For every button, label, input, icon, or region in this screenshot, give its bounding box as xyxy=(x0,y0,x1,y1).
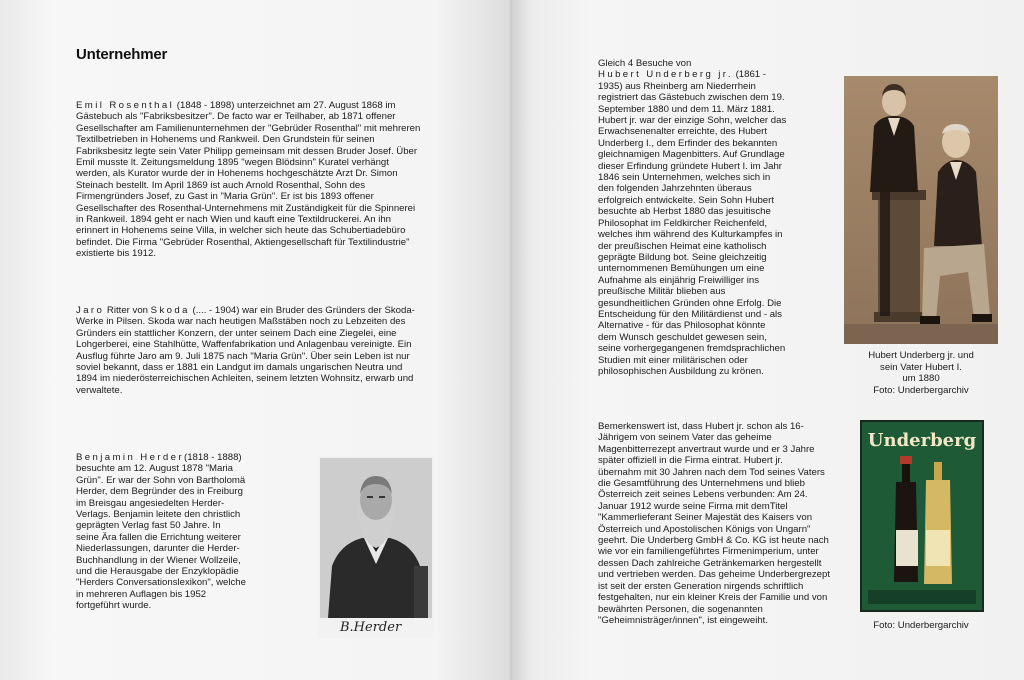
skoda-name: Jaro xyxy=(76,305,105,316)
herder-paragraph: Benjamin Herder(1818 - 1888) besuchte am 12. August 1878 "Maria Grün". Er war der Sohn von Bartholomä Herder, dem Begründer des in Freiburg im Breisgau angesiedelten Herder- Verlags. Benjamin leitete den christlich geprägten Verlag fast 50 Jahre. In seine Ära fallen die Errichtung weiterer Niederlassungen, darunter die Herder- Buchhandlung in der Wiener Wollzeile, und die Herausgabe der Enzyklopädie "Herders Conversationslexikon", welche in mehreren Auflagen bis 1952 fortgeführt wurde. xyxy=(76,452,246,612)
underberg-remark-paragraph: Bemerkenswert ist, dass Hubert jr. schon als 16- Jährigem von seinem Vater das geheime Magenbitterrezept anvertraut wurde und er 3 Jahre später offiziell in die Firma eintrat. Hubert jr. übernahm mit 30 Jahren nach dem Tod seines Vaters die Gesamtführung des Unternehmens und blieb Österreich zeit seines Lebens verbunden: Am 24. Januar 1912 wurde seine Firma mit demTitel "Kammerlieferant Seiner Majestät des Kaisers von Österreich und Apostolischen Königs von Ungarn" geehrt. Die Underberg GmbH & Co. KG ist heute nach wie vor ein familiengeführtes Firmenimperium, unter dessen Dach zahlreiche Getränkemarken hergestellt und vertrieben werden. Das geheime Underbergrezept ist seit der ersten Generation nirgends schriftlich festgehalten, nur ein kleiner Kreis der Familie und von bewährten Personen, die sogenannten "Geheimnisträger/innen", ist eingeweiht. xyxy=(598,421,830,626)
herder-portrait-photo xyxy=(318,456,434,638)
page-title: Unternehmer xyxy=(76,46,168,63)
underberg-name: Hubert Underberg jr. xyxy=(598,69,733,81)
underberg-poster xyxy=(860,420,984,612)
herder-name: Benjamin Herder xyxy=(76,452,184,463)
poster-caption: Foto: Underbergarchiv xyxy=(873,620,969,631)
skoda-paragraph: Jaro Ritter von Skoda (.... - 1904) war ein Bruder des Gründers der Skoda- Werke in Pilsen. Skoda war nach heutigen Maßstäben noch zu Lebzeiten des Gründers ein stattlicher Konzern, der unter seinem Dach eine Ziegelei, eine Lohgerberei, eine Stahlhütte, Waffenfabrikation und Anlagenbau vereinigte. Ein Ausflug führte Jaro am 9. Juli 1875 nach "Maria Grün". Über sein Leben ist nur soviel bekannt, dass er 1881 ein Landgut im damals ungarischen Neutra und 1894 im niederösterreichischen Achleiten, seinem letzten Wohnsitz, erwarb und verwaltete. xyxy=(76,305,415,396)
rosenthal-name: Emil Rosenthal xyxy=(76,100,175,111)
underberg-photo-caption: Hubert Underberg jr. und sein Vater Hubert I. um 1880 Foto: Underbergarchiv xyxy=(868,350,974,396)
herder-signature: B.Herder xyxy=(340,620,402,635)
underberg-family-photo xyxy=(844,76,998,344)
right-page xyxy=(512,0,1024,680)
poster-title: Underberg xyxy=(867,430,977,451)
rosenthal-paragraph: Emil Rosenthal (1848 - 1898) unterzeichnet am 27. August 1868 im Gästebuch als "Fabriksbesitzer". De facto war er Teilhaber, ab 1871 offener Gesellschafter am Familienunternehmen der "Gebrüder Rosenthal" mit mehreren Textilbetrieben in Hohenems und Rankweil. Den Grundstein für seinen Fabriksbesitz legte sein Vater Philipp gemeinsam mit dessen Bruder Josef. Über Emil musste lt. Zeitungsmeldung 1895 "wegen Blödsinn" Kuratel verhängt werden, als Kurator wurde der in Hohenems hochgeschätzte Arzt Dr. Simon Steinach bestellt. Im April 1869 ist auch Arnold Rosenthal, Sohn des Firmengründers Josef, zu Gast in "Maria Grün". Er ist bis 1893 offener Gesellschafter des Rosenthal-Unternehmens mit Zuständigkeit für die Spinnerei in Rankweil. 1894 geht er nach Wien und kauft eine Textildruckerei. An ihn erinnert in Hohenems seine Villa, in welcher sich heute das Schubertiadebüro befindet. Die Firma "Gebrüder Rosenthal, Aktiengesellschaft für Textilindustrie" existierte bis 1912. xyxy=(76,100,421,260)
underberg-paragraph: Gleich 4 Besuche von Hubert Underberg jr. (1861 - 1935) aus Rheinberg am Niederrhein registriert das Gästebuch zwischen dem 19. September 1880 und dem 11. März 1881. Hubert jr. war der einzige Sohn, welcher das Erwachsenenalter erreichte, des Hubert Underberg I., dem Erfinder des bekannten gleichnamigen Magenbitters. Auf Grundlage dieser Erfindung gründete Hubert I. im Jahr 1846 sein Unternehmen, welches sich in den folgenden Jahrzehnten überaus erfolgreich entwickelte. Sein Sohn Hubert besuchte ab Herbst 1880 das jesuitische Philosophat im Feldkircher Reichenfeld, welches ihm während des Kulturkampfes in der preußischen Heimat eine katholisch geprägte Bildung bot. Seine gleichzeitig unternommenen Bemühungen um eine Aufnahme als einjährig Freiwilliger ins preußische Militär blieben aus gesundheitlichen Gründen ohne Erfolg. Die Entscheidung für den Militärdienst und - als Alternative - für das Philosophat könnte dem Wunsch geschuldet gewesen sein, seine vorhergegangenen fremdsprachlichen Studien mit einer militärischen oder philosophischen Ausbildung zu krönen. xyxy=(598,58,787,377)
